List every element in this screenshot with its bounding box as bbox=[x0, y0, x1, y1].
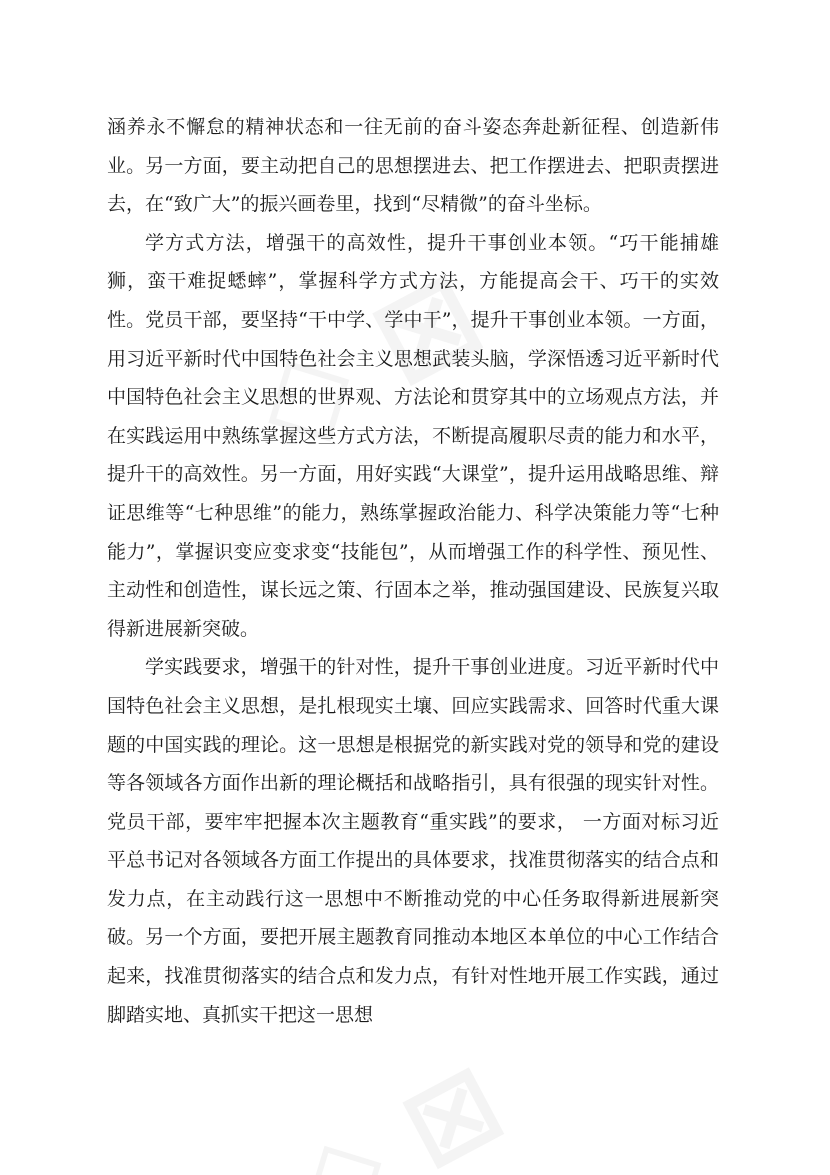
paragraph-methods: 学方式方法，增强干的高效性，提升干事创业本领。“巧干能捕雄狮，蛮干难捉蟋蟀”，掌握科学方式方法，方能提高会干、巧干的实效性。党员干部，要坚持“干中学、学中干”，提升干事创业本领。一方面，用习近平新时代中国特色社会主义思想武装头脑，学深悟透习近平新时代中国特色社会主义思想的世界观、方法论和贯穿其中的立场观点方法，并在实践运用中熟练掌握这些方式方法，不断提高履职尽责的能力和水平，提升干的高效性。另一方面，用好实践“大课堂”，提升运用战略思维、辩证思维等“七种思维”的能力，熟练掌握政治能力、科学决策能力等“七种能力”，掌握识变应变求变“技能包”，从而增强工作的科学性、预见性、主动性和创造性，谋长远之策、行固本之举，推动强国建设、民族复兴取得新进展新突破。 bbox=[107, 231, 719, 640]
watermark bbox=[273, 1037, 523, 1175]
paragraph-practice: 学实践要求，增强干的针对性，提升干事创业进度。习近平新时代中国特色社会主义思想，是扎根现实土壤、回应实践需求、回答时代重大课题的中国实践的理论。这一思想是根据党的新实践对党的领导和党的建设等各领域各方面作出新的理论概括和战略指引，具有很强的现实针对性。党员干部，要牢牢把握本次主题教育“重实践”的要求， 一方面对标习近平总书记对各领域各方面工作提出的具体要求，找准贯彻落实的结合点和发力点，在主动践行这一思想中不断推动党的中心任务取得新进展新突破。另一个方面，要把开展主题教育同推动本地区本单位的中心工作结合起来，找准贯彻落实的结合点和发力点，有针对性地开展工作实践，通过脚踏实地、真抓实干把这一思想 bbox=[107, 656, 719, 1026]
paragraph-continuation: 涵养永不懈怠的精神状态和一往无前的奋斗姿态奔赴新征程、创造新伟业。另一方面，要主动把自己的思想摆进去、把工作摆进去、把职责摆进去，在“致广大”的振兴画卷里，找到“尽精微”的奋斗坐标。 bbox=[107, 116, 719, 216]
body-text bbox=[107, 108, 719, 1034]
